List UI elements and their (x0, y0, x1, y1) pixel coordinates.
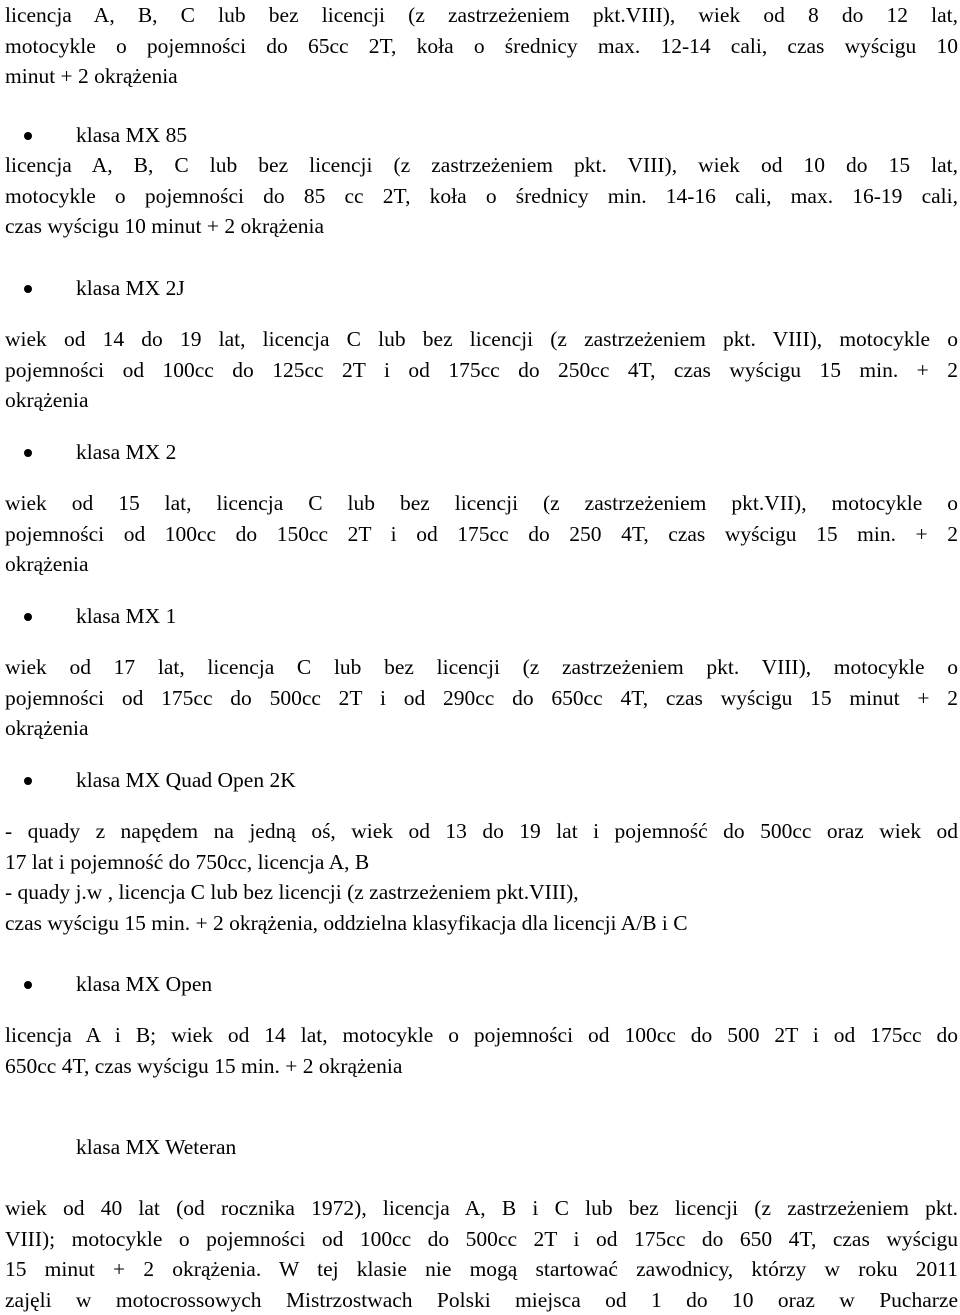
bullet-icon (24, 449, 32, 457)
text-line: okrążenia (5, 716, 89, 740)
text-line: wiek od 17 lat, licencja C lub bez licencji (z zastrzeżeniem pkt. VIII), motocykle o (5, 655, 958, 679)
text-line: okrążenia (5, 552, 89, 576)
bullet-mx2 (5, 437, 958, 468)
intro-paragraph (5, 0, 958, 92)
mx2j-description (5, 324, 958, 416)
mx1-description (5, 652, 958, 744)
bullet-icon (24, 132, 32, 140)
text-line: 17 lat i pojemność do 750cc, licencja A, B (5, 849, 370, 874)
text-line: pojemności od 100cc do 150cc 2T i od 175cc do 250 4T, czas wyścigu 15 min. + 2 (5, 521, 958, 546)
bullet-mx85 (5, 120, 958, 151)
bullet-icon (24, 777, 32, 785)
text-line: licencja A, B, C lub bez licencji (z zastrzeżeniem pkt. VIII), wiek od 10 do 15 lat, (5, 153, 958, 177)
text-line: VIII); motocykle o pojemności od 100cc do 500cc 2T i od 175cc do 650 4T, czas wyścigu (5, 1226, 958, 1251)
bullet-icon (24, 285, 32, 293)
heading-mx-weteran (5, 1132, 958, 1163)
mx2-description (5, 488, 958, 580)
text-line: - quady j.w , licencja C lub bez licencji (z zastrzeżeniem pkt.VIII), (5, 880, 579, 904)
bullet-icon (24, 613, 32, 621)
text-line: zajęli w motocrossowych Mistrzostwach Polski miejsca od 1 do 10 oraz w Pucharze (5, 1287, 958, 1312)
text-line: czas wyścigu 10 minut + 2 okrążenia (5, 214, 325, 238)
class-heading: klasa MX Open (76, 972, 213, 996)
class-heading: klasa MX 85 (76, 123, 188, 147)
bullet-mx1 (5, 601, 958, 632)
text-line: motocykle o pojemności do 85 cc 2T, koła o średnicy min. 14-16 cali, max. 16-19 cali, (5, 183, 958, 208)
bullet-icon (24, 981, 32, 989)
text-line: licencja A i B; wiek od 14 lat, motocykle o pojemności od 100cc do 500 2T i od 175cc do (5, 1023, 958, 1047)
text-line: licencja A, B, C lub bez licencji (z zastrzeżeniem pkt.VIII), wiek od 8 do 12 lat, (5, 3, 958, 27)
class-heading: klasa MX Weteran (76, 1135, 237, 1159)
bullet-mx2j (5, 273, 958, 304)
text-line: czas wyścigu 15 min. + 2 okrążenia, oddzielna klasyfikacja dla licencji A/B i C (5, 910, 688, 935)
class-heading: klasa MX 1 (76, 604, 177, 628)
bullet-mx-quad-open-2k (5, 765, 958, 796)
text-line: wiek od 15 lat, licencja C lub bez licencji (z zastrzeżeniem pkt.VII), motocykle o (5, 491, 958, 515)
mx85-description (5, 150, 958, 242)
bullet-mx-open (5, 969, 958, 1000)
text-line: okrążenia (5, 388, 89, 412)
mx-quad-description (5, 816, 958, 938)
text-line: pojemności od 100cc do 125cc 2T i od 175cc do 250cc 4T, czas wyścigu 15 min. + 2 (5, 357, 958, 382)
mx-open-description (5, 1020, 958, 1081)
text-line: wiek od 14 do 19 lat, licencja C lub bez licencji (z zastrzeżeniem pkt. VIII), motocykle o (5, 327, 958, 351)
text-line: 15 minut + 2 okrążenia. W tej klasie nie mogą startować zawodnicy, którzy w roku 2011 (5, 1257, 958, 1281)
text-line: - quady z napędem na jedną oś, wiek od 13 do 19 lat i pojemność do 500cc oraz wiek od (5, 819, 958, 843)
text-line: minut + 2 okrążenia (5, 64, 178, 88)
text-line: 650cc 4T, czas wyścigu 15 min. + 2 okrążenia (5, 1053, 403, 1078)
text-line: pojemności od 175cc do 500cc 2T i od 290cc do 650cc 4T, czas wyścigu 15 minut + 2 (5, 685, 958, 710)
mx-weteran-description (5, 1193, 958, 1315)
text-line: motocykle o pojemności do 65cc 2T, koła o średnicy max. 12-14 cali, czas wyścigu 10 (5, 33, 958, 58)
class-heading: klasa MX 2 (76, 440, 177, 464)
text-line: wiek od 40 lat (od rocznika 1972), licencja A, B i C lub bez licencji (z zastrzeżeniem pkt. (5, 1196, 958, 1220)
class-heading: klasa MX 2J (76, 276, 185, 300)
class-heading: klasa MX Quad Open 2K (76, 768, 296, 792)
